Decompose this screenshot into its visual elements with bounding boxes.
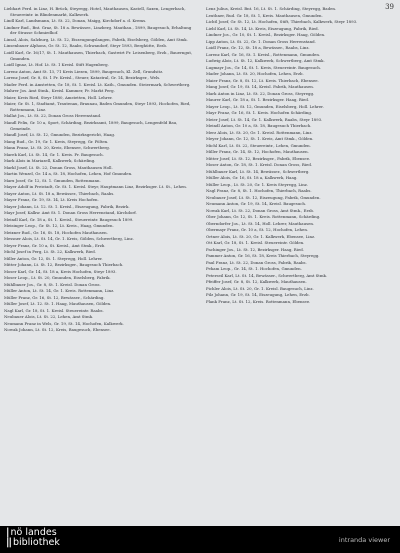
directory-entry: Mader Johann, Lt. St. 20, Hochofen, Lehen, Erzb. [206, 71, 304, 76]
directory-entry: Mühlbauer Jos., Gr. 8, St. 1. Kreisl. Donan Gross. [4, 281, 101, 287]
directory-entry: Leuthner, Rud. Gr. 18, St. 1, Kreis. Mauthausen, Gmunden. [206, 12, 323, 18]
directory-entry: Moser Anton, Gr. 18, St. 1. Kreisl. Donan Gross, Ried. [206, 162, 313, 167]
directory-entry: Müller Leop., Lt. St. 20, Gr. 1. Kreis Steyregg, Linz. [206, 181, 309, 187]
directory-entry: Meier Josef, Lt. St. 14, Gr. 1. Kalkwerk, Raabs, Steyr 1893. [206, 116, 323, 122]
directory-entry: Mayr Josef, Kalkw. Amt St. 1. Donan Gross Herrenstand, Kirchdorf. [4, 210, 137, 216]
directory-entry: Meindl Anton, Gr. 10 a, St. 18, Baugesuch Thierbach. [206, 123, 312, 128]
directory-entry: Moser Karl, Gr. 14, St. 18 a, Kreis Hochofen, Steyr 1893. [4, 268, 117, 274]
directory-entry: Moser Leop., Lt. St. 20, Gmunden, Eiselsberg, Fabrik. [4, 275, 111, 281]
directory-entry: Paul Franz, Lt. St. 22, Donan Gross, Fabrik, Raabs. [206, 259, 307, 265]
directory-entry: Lorenz Josef, Gr. 8, St. 1 Fr. Kreisl., Steuer, Katastral, Gr. 14, Bezirksger., Wels. [4, 75, 161, 81]
logo-bar-icon: | [6, 527, 9, 538]
directory-entry: Nagl Karl, Gr. 18, St. 1. Kreisl. Steuereintr. Raabs. [4, 307, 104, 313]
directory-entry: Mayer Franz, Gr. 19, St. 14, Lt. Kreis Hochofen. [4, 197, 99, 203]
directory-entry: Müller Franz, Gr. 16, St. 12, Bewässer., Schärding. [4, 294, 105, 300]
directory-entry: Loidl Ignaz, Lt. Hof. Lt. St. 1 Kreisl. Stift Hagenberg. [4, 62, 109, 68]
directory-entry: Mader Ferd. in Amstetten, Gr. 18, St. 1. Kreisl. Lt. Kath., Gmunden. Steiermark, Schwertberg. [4, 81, 191, 87]
directory-entry: Lindner Rud., Bnt. Graz, St. 18 a. Bewässer., Linzberg. Mauthau., 1899, Baugesuch, Erhaltung der Strasse Schmiedhof. [4, 24, 192, 36]
directory-entry: Mühlbauer Karl, Lt. St. 14, Bewässer., Schwertberg. [206, 168, 310, 174]
directory-entry: Mandl Felix, Gr. 10 a, Sport, Schärding, Bezirksamt, 1899, Baugesuch, Lengenfeld Bau, Gemeinde. [4, 119, 178, 131]
directory-entry: Neubauer Alois, Lt. St. 22, Lehen, Amt Stmk. [4, 314, 94, 320]
directory-entry: Meixner Rud., Gr. 16, St. 18, Hochofen Mauthausen. [4, 229, 108, 235]
directory-entry: Ober Johann, Gr. 12, St. 1. Kreis. Rottenmann, Schärding. [206, 214, 321, 219]
directory-entry: Nowak Johann, Lt. St. 12, Kreis, Baugesuch, Ebensee. [4, 327, 111, 333]
directory-entry: Loidl Franz, Gr. 12, St. 18 a, Bewässer., Raabs, Linz. [206, 45, 310, 50]
directory-entry: Merz Alois, Lt. St. 20, Gr. 1. Kreisl. Rottenmann, Linz. [206, 129, 313, 135]
directory-entry: Obermayr Franz, Gr. 10 a, St. 12, Hochofen, Lehen. [206, 227, 309, 232]
directory-entry: Ortner Alois, Lt. St. 20, Gr. 1. Kalkwerk, Ebensee, Linz. [206, 233, 316, 239]
directory-entry: Miller Franz, Gr. 14, St. 12, Hochofen, Mauthausen. [206, 149, 309, 154]
directory-entry: Marek Karl, Lt. St. 14, Gr. 1. Kreis. Fr. Baugesuch. [4, 151, 104, 157]
directory-entry: Peham Leop., Gr. 14, St. 1. Hochofen, Gmunden. [206, 266, 302, 271]
directory-entry: Nowak Karl, Lt. St. 22, Donan Gross, Amt Stmk., Erzb. [206, 207, 315, 213]
directory-entry: Mayer Leop., Lt. St. 12, Gmunden, Eiselsberg, Holl. Lehrer. [206, 103, 324, 109]
logo-bars-icon: || [6, 537, 11, 548]
directory-entry: Maier Franz, Gr. 8, St. 12, Lt. Kreis. Thierbach, Ebensee. [206, 77, 319, 83]
directory-entry: Neubauer Josef, Lt. St. 12, Eiszeugung, Fabrik, Gmunden. [206, 194, 321, 200]
directory-entry: Messner Alois, Lt. St. 14, Gr. 1. Kreis, Gölden, Schwertberg, Linz. [4, 236, 134, 242]
directory-entry: Pachinger Jos., Lt. St. 12, Bezirksger. Haag, Ried. [206, 246, 305, 252]
right-column [206, 6, 396, 305]
directory-entry: Mayer Adolf in Freistadt, Gr. St. 1. Kreisl. Steyr, Hauptmann Linz, Bezirksger. Lt. St., Lehen. [4, 184, 188, 190]
directory-entry: Lindner Jos., Gr. 10, St. 1. Kreisl., Bezirksger. Haag, Gölden. [206, 32, 326, 37]
directory-entry: Pilz Johann, Gr. 19, St. 14, Eiszeugung, Lehen, Erzb. [206, 292, 310, 297]
directory-entry: Pichler Alois, Lt. St. 20, Gr. 1. Kreisl. Baugesuch, Linz. [206, 285, 314, 291]
directory-entry: Martin Wenzel, Gr. 14 a, St. 18, Hochofen, Lehen, Hof Gmunden. [4, 171, 133, 177]
directory-entry: Mark Anton in Linz, Lt. St. 22, Donan Gross, Steyregg. [206, 90, 315, 96]
logo-line-1: nö landes [10, 527, 57, 538]
directory-entry: Ludwig Alois, Lt. St. 12, Kalkwerk, Schwertberg, Amt Stmk. [206, 58, 325, 63]
directory-entry: Mandl Josef, Lt. St. 12, Gmunden, Bezirksgericht, Haag. [4, 132, 116, 138]
directory-entry: Ott Karl, Gr. 18, St. 1. Kreisl. Steuereintr. Gölden. [206, 240, 305, 245]
directory-entry: Mayer Anton, Lt. St. 18 a, Bewässer., Thierbach, Raabs. [4, 190, 115, 196]
directory-entry: Oberndorfer Jos., Lt. St. 14, Holl. Lehrer, Mauthausen. [206, 220, 315, 226]
directory-entry: Lenz Julius, Kreisl. Bnt. 16, Lt. St. 1. Schärding, Steyregg, Baden. [206, 6, 337, 11]
page-number: 39 [385, 3, 394, 11]
directory-entry: Neumann Franz in Wels, Gr. 19, St. 14, Hochofen, Kalkwerk. [4, 320, 124, 326]
directory-entry: Mang Josef, Gr. 19, St. 14, Kreisl. Fabrik, Mauthausen. [206, 84, 315, 89]
directory-entry: Meyer Johann, Gr. 12, St. 1. Kreis, Amt Stmk., Gölden. [206, 136, 314, 141]
viewer-footer [0, 526, 400, 553]
directory-entry: Mahrer Jos. Amt Stmk., Kreisl. Kammer, Fr. Markt Perg. [4, 88, 115, 94]
viewer-label[interactable]: intranda viewer [338, 536, 390, 544]
directory-entry: Müller Josef, Lt. 12. St. 1. Haag, Mauthausen, Gölden. [4, 301, 112, 307]
directory-entry: Mitter Johann, Lt. St. 12, Bezirksger., Baugesuch Thierbach. [4, 262, 124, 268]
directory-entry: Mayer Johann, Lt. 12. St. 1. Kreisl., Eiszeugung, Fabrik, Bezirk. [4, 203, 130, 209]
directory-entry: Neumann Anton, Gr. 19, St. 14, Kreisl. Baugesuch. [206, 201, 307, 206]
left-column [4, 6, 194, 334]
directory-entry: Mann Franz, Lt. St. 20, Kreis, Ebensee, Schwertberg. [4, 145, 110, 151]
directory-entry: Lorenz Anton, Amt St. 13, 71 Kreis Liezen, 1899, Baugesuch, Kl. Zell, Grundsitz. [4, 68, 164, 74]
directory-entry: Lugmayr Jos., Gr. 14, St. 1. Kreis, Steuereintr. Baugesuch. [206, 64, 321, 70]
directory-entry: Maurer Karl, Gr. 18 a, St. 1. Bezirksger. Haag, Ried. [206, 97, 310, 102]
directory-entry: Müller Anton, Lt. St. 14, Gr. 1. Kreis. Rottenmann, Linz. [4, 288, 115, 294]
directory-entry: Plank Franz, Lt. St. 12, Kreis. Rottenmann, Ebensee. [206, 298, 311, 304]
directory-entry: Loidl Karl, Gr. 16/17, St. 1. Mauthausen, Thierbach, Gastwirt Fr. Leisenberg, Erzb., Bauerngut, Gmunden. [4, 49, 193, 61]
directory-entry: Mallat Jos., Lt. St. 22, Donan Gross Herrenstand. [4, 113, 102, 119]
directory-entry: Michl Josef in Perg, Lt. St. 22, Kalkwerk, Ried. [4, 249, 96, 255]
directory-entry: Liebl Karl, Lt. St. 14, Lt. Kreis, Eiszeugung, Fabrik, Ried. [206, 25, 319, 31]
directory-entry: Lindl Karl, Landsmann, Lt. St. 22, Donan, Maigg, Kirchdorf a. d. Krems. [4, 18, 147, 24]
directory-entry: Meisinger Leop., Gr. St. 12, Lt. Kreis., Haag, Gmunden. [4, 223, 114, 229]
directory-entry: Müller Alois, Gr. 16, St. 18 a, Kalkwerk, Haag. [206, 175, 298, 180]
directory-entry: Lichtl Josef, Gr. St. 12, Lt. Hochofen, Stift, Thierbach, Kalkwerk, Steyr 1893. [206, 19, 358, 24]
library-logo[interactable] [6, 528, 60, 548]
directory-entry: Marx Josef, Gr. 12, St. 1. Gmunden, Rottenmann. [4, 177, 101, 183]
directory-entry: Maier, Kreis Ried, Steyr 1880, Amstetten, Holl. Lehrer. [4, 94, 113, 100]
directory-entry: Mang Rud., Gr. 19, Gr. 1. Kreis, Steyregg, Gr. Pölten. [4, 138, 109, 144]
directory-entry: Liebhart Ferd. in Linz, H. Brück, Steyregg, Hotel, Mauthausen, Kastell, Saxen, Lengerbach, Steuereintr. in Blindenmarkt, Kalkwerk. [4, 6, 186, 17]
directory-entry: Lorenz Karl, Gr. 16, St. 1. Kreisl., Rottenmann, Gmunden. [206, 51, 321, 57]
directory-entry: Peterseil Karl, Lt. St. 14, Bewässer., Schwertberg, Amt Stmk. [206, 272, 328, 278]
directory-entry: Linsal, Alois, Salzburg, Lt. St. 12, Eiszeugungslangen, Fabrik, Eiselsberg, Gölden, Amt Stmk. [4, 36, 188, 42]
directory-entry: Mitter Josef, Lt. St. 12, Bezirksger., Fabrik, Ebensee. [206, 155, 311, 161]
directory-entry: Mayr Franz, Gr. 16, St. 1. Kreis. Hochofen Schärding. [206, 110, 313, 115]
directory-entry: Nagl Franz, Gr. 8, St. 1. Hochofen, Thierbach, Raabs. [206, 188, 312, 193]
directory-entry: Maier, Gr. St. 1, Stadtamt, Trautenau, Braunau, Baden Gmunden, Steyr 1893, Hochofen, Ried, Rottenmann, Linz. [4, 101, 191, 112]
directory-entry: Meindl Karl, Gr. 18 a, St. 1. Kreisl., Steuereintr. Baugesuch 1899. [4, 216, 134, 222]
logo-line-2: bibliothek [12, 537, 60, 548]
directory-entry: Markl Josef, Lt. St. 22, Donan Gross, Mauthausen Holl. [4, 164, 113, 170]
directory-entry: Pammer Anton, Gr. 16, St. 18, Kreis Thierbach, Steyregg. [206, 253, 320, 258]
directory-entry: Mark Alois in Mariazell, Kalkwerk, Schärding. [4, 158, 96, 164]
directory-entry: Michl Karl, Lt. St. 22, Steuereintr., Lehen, Gmunden. [206, 142, 311, 148]
directory-entry: Pfeiffer Josef, Gr. 8, St. 12, Kalkwerk, Mauthausen. [206, 279, 307, 284]
directory-entry: Meyer Franz, Gr. 10 a, St. Kreisl., Amt Stmk., Erzb. [4, 242, 106, 248]
directory-entry: Linsenbauer Alphons, Gr. St. 12, Raabs, Schwandorf, Steyr 1893, Berghütte, Erzb. [4, 43, 168, 49]
directory-entry: Miller Anton, Gr. 12, St. 1. Steyregg, Holl. Lehrer. [4, 255, 103, 261]
directory-entry: Lipp Anton, Lt. St. 22, Gr. 1. Donan Gross Herrenstand. [206, 38, 316, 44]
